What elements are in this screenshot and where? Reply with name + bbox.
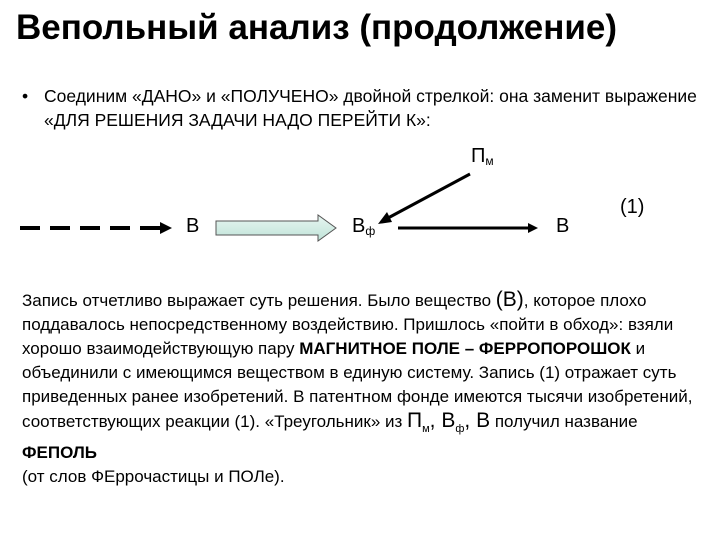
pm-to-bf-line [388,174,470,218]
bf-to-b-head [528,223,538,233]
page-title: Вепольный анализ (продолжение) [16,8,617,47]
pm-label: $П_м$ [471,145,494,168]
b-right-label: В [556,215,570,237]
bullet-text: Соединим «ДАНО» и «ПОЛУЧЕНО» двойной стрелкой: она заменит выражение «ДЛЯ РЕШЕНИЯ ЗАДАЧИ НАДО ПЕРЕЙТИ К»: [44,86,697,130]
formula-number: (1) [620,196,645,218]
b-left-label: В [186,215,200,237]
explanation-paragraph: Запись отчетливо выражает суть решения. Было вещество (В), которое плохо поддавалось непосредственному воздействию. Пришлось «пойти в обход»: взяли хорошо взаимодействующую пару МАГНИТНОЕ ПОЛЕ – ФЕРРОПОРОШОК и объединили с имеющимся веществом в единую систему. Запись (1) отражает суть приведенных ранее изобретений. В патентном фонде имеются тысячи изобретений, соответствующих реакции (1). «Треугольник» из $П_м$, $В_ф$, В получил название ФЕПОЛЬ (от слов ФЕррочастицы и ПОЛе). [22,288,693,487]
bullet-dot: • [22,86,29,106]
double-arrow [216,215,336,241]
bf-label: $В_ф$ [352,215,376,238]
dashed-arrow-head [160,222,172,234]
pm-to-bf-head [378,212,392,224]
